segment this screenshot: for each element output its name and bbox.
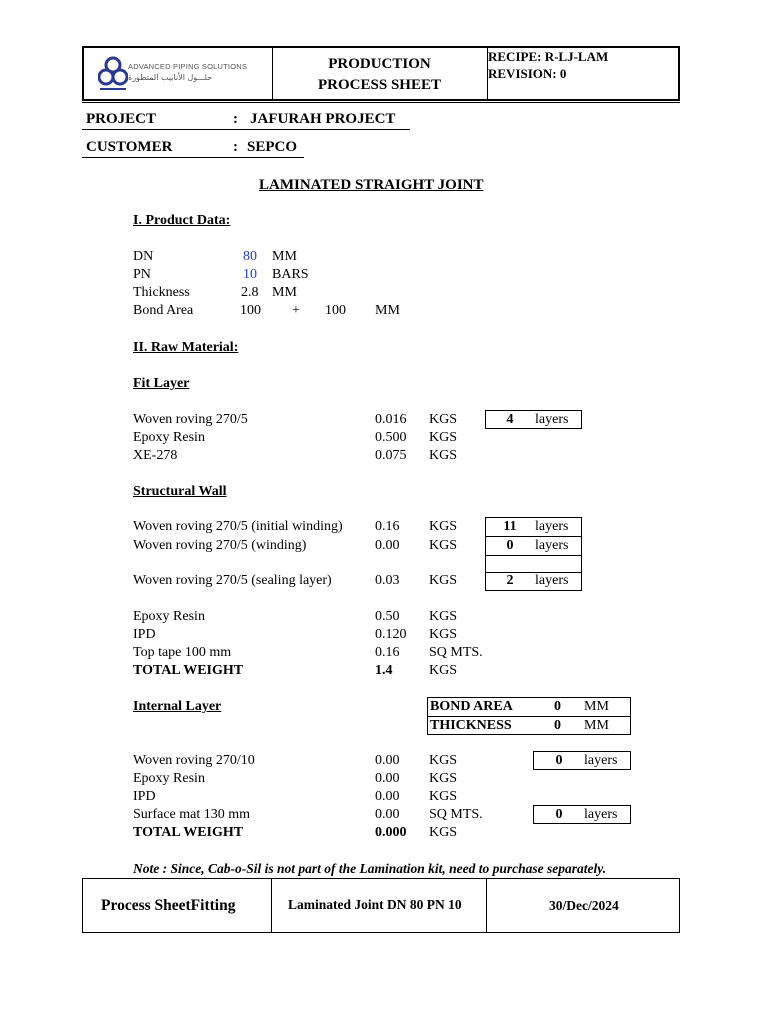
internal-layer-heading: Internal Layer [133,699,222,714]
sw-row-unit: SQ MTS. [429,645,483,660]
header-box [82,46,680,101]
document-title: LAMINATED STRAIGHT JOINT [259,177,484,193]
sw-row-unit: KGS [429,538,458,553]
sw-row-qty: 0.03 [375,573,400,588]
fit-row-qty: 0.016 [375,412,407,427]
logo-cell [84,48,273,99]
sw-row-name: Woven roving 270/5 (winding) [133,538,307,553]
il-row-qty: 0.00 [375,771,400,786]
sw-layers-label: layers [535,519,569,534]
sw-row-qty: 0.120 [375,627,407,642]
dn-unit: MM [272,249,297,264]
fit-layers-label: layers [535,412,569,427]
product-data-heading: I. Product Data: [133,213,231,228]
structural-wall-heading: Structural Wall [133,484,227,499]
dn-label: DN [133,249,154,264]
customer-colon: : [233,139,238,155]
il-total-label: TOTAL WEIGHT [133,825,244,840]
sw-row-unit: KGS [429,627,458,642]
thickness-unit: MM [272,285,297,300]
header-divider [82,102,680,103]
sw-layers-label: layers [535,573,569,588]
il-row-name: Woven roving 270/10 [133,753,255,768]
company-logo-icon [98,56,128,92]
sw-row-unit: KGS [429,609,458,624]
recipe-code: RECIPE: R-LJ-LAM [488,49,609,64]
footer-divider [271,879,272,932]
bond-area-value-1: 100 [240,303,261,318]
thickness-label: Thickness [133,285,190,300]
sw-row-qty: 0.16 [375,645,400,660]
bond-area-label: Bond Area [133,303,194,318]
dn-value: 80 [243,249,257,264]
project-label: PROJECT [86,111,157,127]
sw-row-name: IPD [133,627,156,642]
sw-total-qty: 1.4 [375,663,393,678]
title-line-1: PRODUCTION [328,56,431,72]
sw-row-unit: KGS [429,519,458,534]
project-value: JAFURAH PROJECT [250,111,396,127]
internal-bond-area-label: BOND AREA [430,699,513,714]
il-total-qty: 0.000 [375,825,407,840]
project-underline [82,129,410,130]
il-row-name: IPD [133,789,156,804]
fit-row-qty: 0.500 [375,430,407,445]
internal-thickness-unit: MM [584,718,609,733]
title-line-2: PROCESS SHEET [318,77,441,93]
il-layers-count: 0 [555,807,563,822]
sw-row-unit: KGS [429,573,458,588]
footer-date: 30/Dec/2024 [549,898,619,913]
il-row-unit: KGS [429,789,458,804]
internal-thickness-value: 0 [554,718,561,733]
title-cell [272,48,488,99]
customer-value: SEPCO [247,139,298,155]
sw-total-unit: KGS [429,663,458,678]
fit-row-unit: KGS [429,430,458,445]
customer-underline [82,157,304,158]
sw-row-qty: 0.50 [375,609,400,624]
il-row-unit: KGS [429,753,458,768]
pn-value: 10 [243,267,257,282]
sw-total-label: TOTAL WEIGHT [133,663,244,678]
fit-layers-count: 4 [506,412,514,427]
thickness-value: 2.8 [241,285,259,300]
fit-row-qty: 0.075 [375,448,407,463]
logo-text-en: ADVANCED PIPING SOLUTIONS [128,62,248,71]
sw-layers-count: 2 [506,573,514,588]
fit-row-name: XE-278 [133,448,178,463]
customer-label: CUSTOMER [86,139,173,155]
logo-text-ar: حلـــول الأنابيب المتطورة [128,73,213,82]
il-row-qty: 0.00 [375,789,400,804]
pn-unit: BARS [272,267,309,282]
bond-area-plus: + [292,303,300,318]
project-colon: : [233,111,238,127]
internal-spec-divider [427,716,631,717]
internal-bond-area-unit: MM [584,699,609,714]
sw-layers-divider [485,555,582,556]
footer-process-sheet: Process SheetFitting [101,897,236,914]
sw-row-name: Top tape 100 mm [133,645,232,660]
sw-row-name: Woven roving 270/5 (sealing layer) [133,573,332,588]
bond-area-value-2: 100 [325,303,346,318]
il-row-name: Epoxy Resin [133,771,205,786]
il-row-unit: KGS [429,771,458,786]
sw-layers-divider [485,536,582,537]
raw-material-heading: II. Raw Material: [133,340,239,355]
sw-layers-count: 11 [503,519,517,534]
il-row-unit: SQ MTS. [429,807,483,822]
il-layers-label: layers [584,753,618,768]
il-total-unit: KGS [429,825,458,840]
sw-row-name: Woven roving 270/5 (initial winding) [133,519,343,534]
footer-divider [486,879,487,932]
il-layers-label: layers [584,807,618,822]
fit-row-name: Epoxy Resin [133,430,205,445]
il-row-name: Surface mat 130 mm [133,807,251,822]
sw-row-qty: 0.00 [375,538,400,553]
internal-bond-area-value: 0 [554,699,561,714]
il-row-qty: 0.00 [375,753,400,768]
purchase-note: Note : Since, Cab-o-Sil is not part of the Lamination kit, need to purchase separately. [133,861,607,876]
fit-row-name: Woven roving 270/5 [133,412,248,427]
sw-layers-count: 0 [506,538,514,553]
il-row-qty: 0.00 [375,807,400,822]
fit-row-unit: KGS [429,448,458,463]
footer-description: Laminated Joint DN 80 PN 10 [288,897,462,912]
sw-row-name: Epoxy Resin [133,609,205,624]
revision-number: REVISION: 0 [488,66,567,81]
pn-label: PN [133,267,151,282]
sw-row-qty: 0.16 [375,519,400,534]
fit-layer-heading: Fit Layer [133,376,190,391]
internal-thickness-label: THICKNESS [430,718,512,733]
sw-layers-label: layers [535,538,569,553]
footer-box [82,878,680,933]
fit-row-unit: KGS [429,412,458,427]
bond-area-unit: MM [375,303,400,318]
il-layers-count: 0 [555,753,563,768]
